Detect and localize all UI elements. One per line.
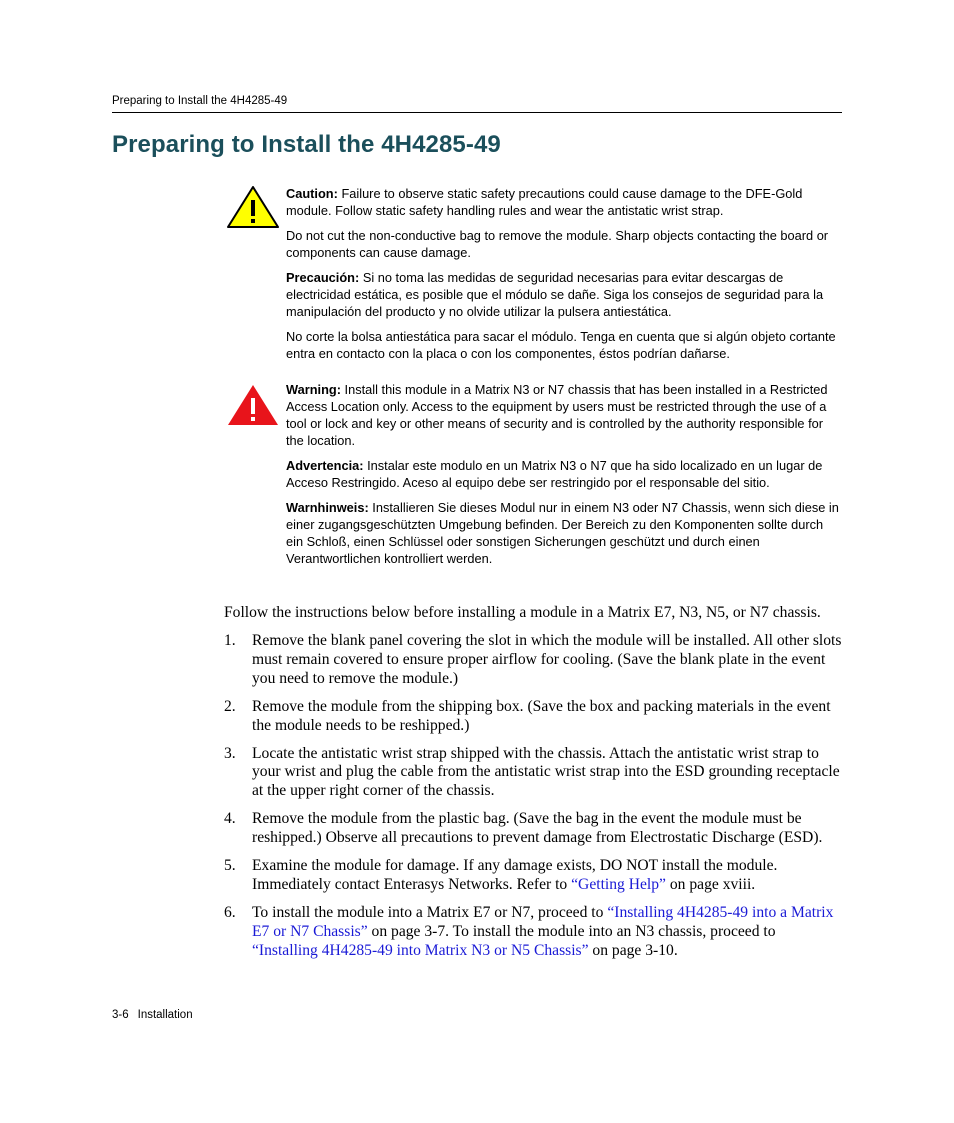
warning-paragraph [286,381,842,449]
caution-notice [286,185,842,370]
warning-triangle-icon [226,383,280,427]
warnhinweis-label: Warnhinweis: [286,500,369,515]
step-text: on page 3-10. [588,941,678,959]
step-text: Examine the module for damage. If any damage exists, DO NOT install the module. Immediately contact Enterasys Networks. Refer to [252,857,778,893]
step-item [224,632,842,688]
caution-paragraph [286,185,842,219]
warning-text: Install this module in a Matrix N3 or N7 chassis that has been installed in a Restricted Access Location only. Access to the equipment by users must be restricted through the use of a tool or lock and key or other means of security and is controlled by the authority responsible for the location. [286,382,828,448]
warnhinweis-paragraph [286,499,842,567]
step-text: Remove the module from the shipping box. (Save the box and packing materials in the event the module needs to be reshipped.) [252,697,831,734]
step-number: 1. [224,632,236,650]
advertencia-paragraph [286,457,842,491]
step-item [224,904,842,960]
warning-label: Warning: [286,382,341,397]
page-footer [112,1009,202,1021]
precaucion-text: No corte la bolsa antiestática para sacar el módulo. Tenga en cuenta que si algún objeto cortante entra en contacto con la placa o con los componentes, éstos podrían dañarse. [286,329,836,361]
header-rule [112,112,842,113]
step-number: 2. [224,697,236,715]
step-item [224,698,842,735]
step-number: 3. [224,744,236,762]
step-text: Remove the blank panel covering the slot in which the module will be installed. All other slots must remain covered to ensure proper airflow for cooling. (Save the blank plate in the event you need to remove the module.) [252,632,842,687]
running-header: Preparing to Install the 4H4285-49 [112,95,288,107]
advertencia-label: Advertencia: [286,458,364,473]
advertencia-text: Instalar este modulo en un Matrix N3 o N7 que ha sido localizado en un lugar de Acceso Restringido. Aceso al equipo debe ser restringido por el responsable del sitio. [286,458,823,490]
caution-text: Failure to observe static safety precautions could cause damage to the DFE-Gold module. Follow static safety handling rules and wear the antistatic wrist strap. [286,186,803,218]
instructions [224,604,842,970]
step-text: on page 3-7. To install the module into an N3 chassis, proceed to [367,922,776,940]
precaucion-paragraph [286,269,842,320]
precaucion-label: Precaución: [286,270,360,285]
step-text: To install the module into a Matrix E7 or N7, proceed to [252,904,608,922]
warnhinweis-text: Installieren Sie dieses Modul nur in einem N3 oder N7 Chassis, wenn sich diese in einer zugangsgeschützten Umgebung befinden. Der Bereich zu den Komponenten sollte durch ein Schloß, einen Schlüssel oder sonstigen Sicherungen geschützt und durch einen Verantwortlichen kontrolliert werden. [286,500,839,566]
step-number: 5. [224,857,236,875]
step-item [224,745,842,801]
step-text: Locate the antistatic wrist strap shipped with the chassis. Attach the antistatic wrist strap to your wrist and plug the cable from the antistatic wrist strap into the ESD grounding receptacle at the upper right corner of the chassis. [252,744,840,800]
step-item [224,810,842,847]
installing-e7-n7-link[interactable]: “Installing 4H4285-49 into a Matrix E7 or N7 Chassis” [252,904,834,940]
installing-n3-n5-link[interactable]: “Installing 4H4285-49 into Matrix N3 or N5 Chassis” [252,941,589,959]
page-number: 3-6 [112,1009,129,1021]
caution-triangle-icon [226,185,280,229]
step-number: 6. [224,904,236,922]
precaucion-paragraph [286,328,842,362]
step-item [224,857,842,894]
step-text: on page xviii. [665,875,756,893]
step-text: Remove the module from the plastic bag. (Save the bag in the event the module must be reshipped.) Observe all precautions to prevent damage from Electrostatic Discharge (ESD). [252,810,823,847]
step-number: 4. [224,810,236,828]
caution-paragraph [286,227,842,261]
intro-paragraph: Follow the instructions below before installing a module in a Matrix E7, N3, N5, or N7 chassis. [224,604,821,621]
page-title: Preparing to Install the 4H4285-49 [112,131,501,158]
warning-notice [286,381,842,575]
caution-text: Do not cut the non-conductive bag to remove the module. Sharp objects contacting the board or components can cause damage. [286,228,829,260]
caution-label: Caution: [286,186,338,201]
footer-section: Installation [137,1009,193,1021]
precaucion-text: Si no toma las medidas de seguridad necesarias para evitar descargas de electricidad estática, es posible que el módulo se dañe. Siga los consejos de seguridad para la manipulación del producto y no olvide utilizar la pulsera antiestática. [286,270,824,319]
steps-list [224,632,842,960]
getting-help-link[interactable]: “Getting Help” [571,875,666,893]
